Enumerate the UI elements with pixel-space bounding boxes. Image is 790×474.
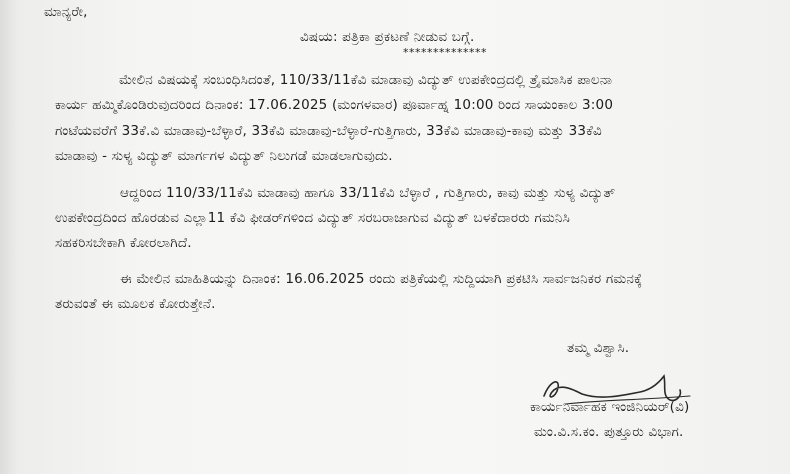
paragraph-3-line-1: ಈ ಮೇಲಿನ ಮಾಹಿತಿಯನ್ನು ದಿನಾಂಕ: 16.06.2025 ರಂದು ಪತ್ರಿಕೆಯಲ್ಲಿ ಸುದ್ದಿಯಾಗಿ ಪ್ರಕಟಿಸಿ ಸಾರ್ವಜನಿಕರ ಗಮನಕ್ಕೆ xyxy=(120,271,643,287)
paragraph-2-line-3: ಸಹಕರಿಸಬೇಕಾಗಿ ಕೋರಲಾಗಿದೆ. xyxy=(55,235,192,251)
paragraph-2-line-1: ಆದ್ದರಿಂದ 110/33/11ಕೆವಿ ಮಾಡಾವು ಹಾಗೂ 33/11ಕೆವಿ ಬೆಳ್ಳಾರೆ , ಗುತ್ತಿಗಾರು, ಕಾವು ಮತ್ತು ಸುಳ್ಯ ವಿದ್ಯುತ್ xyxy=(120,185,616,201)
signatory-office: ಮಂ.ವಿ.ಸ.ಕಂ. ಪುತ್ತೂರು ವಿಭಾಗ. xyxy=(534,424,684,440)
signature-stroke xyxy=(544,376,680,400)
paragraph-1-line-3: ಗಂಟೆಯವರೆಗೆ 33ಕೆ.ವಿ ಮಾಡಾವು-ಬೆಳ್ಳಾರೆ, 33ಕೆವಿ ಮಾಡಾವು-ಬೆಳ್ಳಾರೆ-ಗುತ್ತಿಗಾರು, 33ಕೆವಿ ಮಾಡಾವು-ಕಾವು ಮತ್ತು 33ಕೆವಿ xyxy=(55,123,602,139)
closing-line: ತಮ್ಮ ವಿಶ್ವಾಸಿ. xyxy=(567,340,630,356)
paragraph-1-line-2: ಕಾರ್ಯ ಹಮ್ಮಿಕೊಂಡಿರುವುದರಿಂದ ದಿನಾಂಕ: 17.06.2025 (ಮಂಗಳವಾರ) ಪೂರ್ವಾಹ್ನ 10:00 ರಿಂದ ಸಾಯಂಕಾಲ 3:00 xyxy=(55,97,614,113)
paragraph-2-line-2: ಉಪಕೇಂದ್ರದಿಂದ ಹೊರಡುವ ಎಲ್ಲಾ11 ಕೆವಿ ಫೀಡರ್‌ಗಳಿಂದ ವಿದ್ಯುತ್ ಸರಬರಾಜಾಗುವ ವಿದ್ಯುತ್ ಬಳಕೆದಾರರು ಗಮನಿಸಿ xyxy=(55,210,570,226)
paragraph-1-line-1: ಮೇಲಿನ ವಿಷಯಕ್ಕೆ ಸಂಬಂಧಿಸಿದಂತೆ, 110/33/11ಕೆವಿ ಮಾಡಾವು ವಿದ್ಯುತ್ ಉಪಕೇಂದ್ರದಲ್ಲಿ ತ್ರೈಮಾಸಿಕ ಪಾಲನಾ xyxy=(119,72,613,88)
signatory-designation: ಕಾರ್ಯನಿರ್ವಾಹಕ ಇಂಜಿನಿಯರ್(ವಿ) xyxy=(530,399,690,415)
paragraph-3-line-2: ತರುವಂತೆ ಈ ಮೂಲಕ ಕೋರುತ್ತೇನೆ. xyxy=(55,296,216,312)
salutation: ಮಾನ್ಯರೇ, xyxy=(44,4,88,20)
paragraph-1-line-4: ಮಾಡಾವು - ಸುಳ್ಯ ವಿದ್ಯುತ್ ಮಾರ್ಗಗಳ ವಿದ್ಯುತ್ ನಿಲುಗಡೆ ಮಾಡಲಾಗುವುದು. xyxy=(55,148,393,164)
subject-line: ವಿಷಯ: ಪತ್ರಿಕಾ ಪ್ರಕಟಣೆ ನೀಡುವ ಬಗ್ಗೆ. xyxy=(300,29,475,45)
page-edge-shadow xyxy=(0,0,18,474)
subject-divider: ************** xyxy=(403,46,487,59)
